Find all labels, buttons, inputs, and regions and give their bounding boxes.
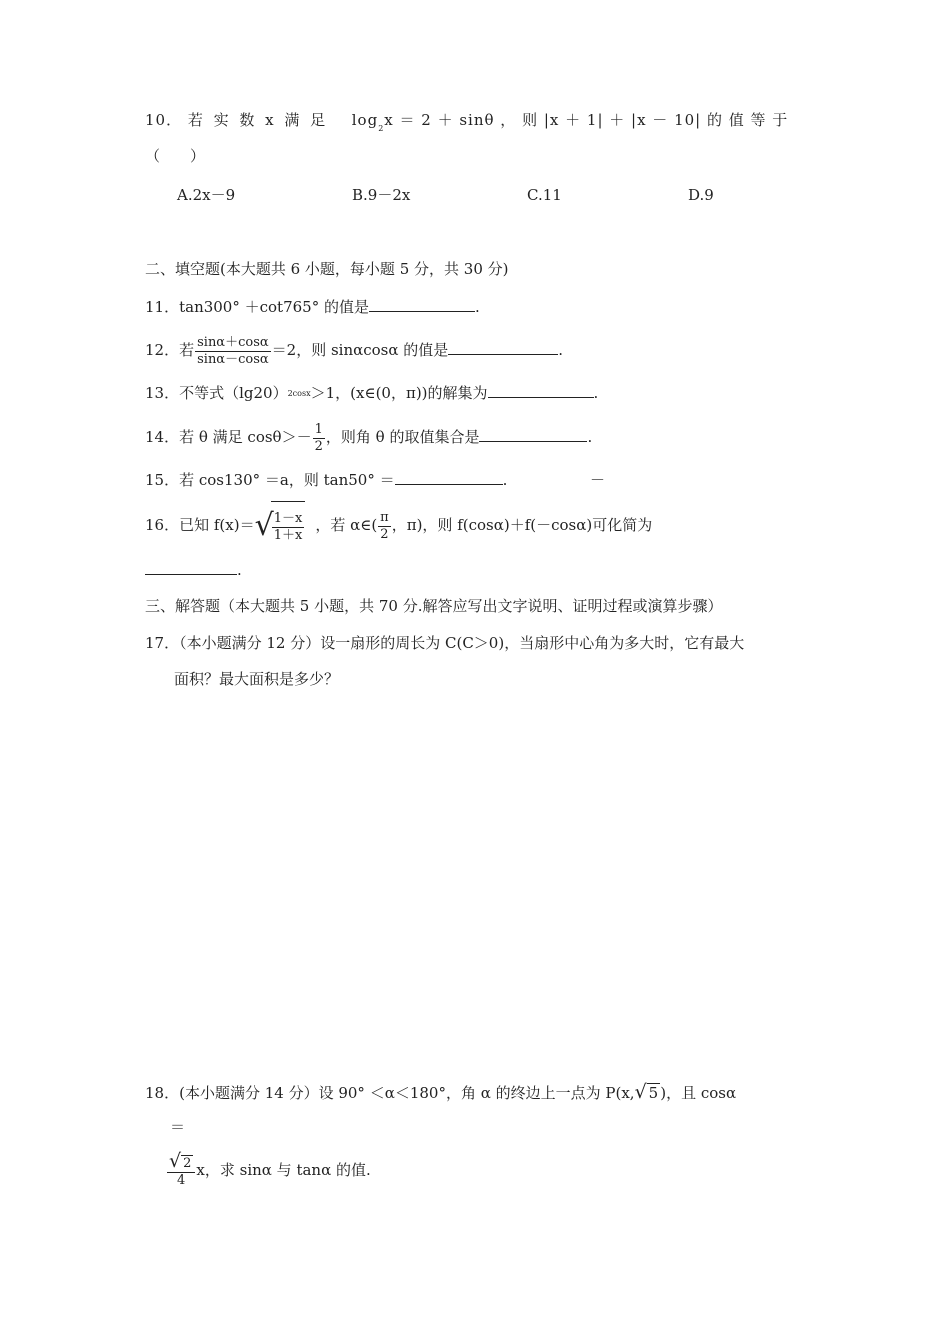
question-text: ，π)，则 f(cosα)＋f(－cosα)可化简为 [391, 516, 653, 534]
answer-blank[interactable] [488, 383, 594, 398]
stray-dash: － [590, 471, 606, 489]
period: . [558, 341, 564, 359]
question-text: tan300° ＋cot765° 的值是 [179, 298, 369, 316]
question-text: ＞1，(x∈(0，π))的解集为 [310, 384, 488, 402]
question-text: 若 [179, 341, 195, 359]
question-text: 若 cos130° ＝a，则 tan50° ＝ [179, 471, 395, 489]
fraction-denominator: 1＋x [273, 528, 303, 544]
fraction [313, 422, 325, 455]
question-number: 16． [145, 516, 180, 534]
question-text: )，且 cosα [660, 1084, 737, 1102]
question-text: 不等式（lg20） [179, 384, 288, 402]
question-12 [145, 331, 563, 369]
period: . [593, 384, 599, 402]
fraction [195, 335, 271, 368]
question-16 [145, 500, 652, 552]
question-number: 10． [145, 111, 183, 129]
question-17 [145, 633, 744, 653]
question-text: x，求 sinα 与 tanα 的值. [196, 1161, 371, 1179]
question-18 [145, 1082, 736, 1103]
question-11 [145, 297, 480, 317]
fraction [272, 511, 305, 544]
question-17-line2: 面积？最大面积是多少？ [174, 670, 340, 688]
log-base: 2 [378, 124, 385, 133]
square-root [255, 500, 306, 552]
question-14 [145, 418, 592, 456]
answer-paren: （ ） [145, 147, 206, 165]
period: . [587, 428, 593, 446]
radicand: 2 [183, 1156, 192, 1171]
question-number: 14． [145, 428, 180, 446]
radical-sign: √ [169, 1150, 182, 1172]
answer-blank[interactable] [479, 427, 587, 442]
question-text: 若 实 数 x 满 足 [187, 111, 327, 129]
answer-blank[interactable] [448, 340, 558, 355]
section-heading-fill-in: 二、填空题(本大题共 6 小题，每小题 5 分，共 30 分) [145, 260, 509, 278]
question-number: 17． [145, 634, 180, 652]
radicand: 5 [648, 1084, 659, 1102]
option-d: D.9 [688, 186, 714, 204]
period: . [237, 561, 242, 579]
question-number: 18． [145, 1084, 180, 1102]
fraction-denominator: sinα－cosα [197, 351, 269, 367]
question-text: 若 θ 满足 cosθ＞－ [179, 428, 312, 446]
square-root [635, 1082, 661, 1103]
period: . [474, 298, 480, 316]
fraction-numerator: sinα＋cosα [197, 334, 269, 350]
log-symbol: log [351, 111, 379, 129]
question-text: 已知 f(x)＝ [179, 516, 255, 534]
radical-sign: √ [254, 508, 274, 544]
option-a: A.2x－9 [177, 186, 236, 204]
fraction-numerator: π [380, 509, 389, 525]
question-number: 13． [145, 384, 180, 402]
radical-sign: √ [634, 1081, 647, 1103]
fraction-denominator: 2 [314, 438, 323, 454]
fraction-denominator: 2 [380, 526, 389, 542]
question-text: x ＝ 2 ＋ sinθ ， 则 |x ＋ 1| ＋ |x － 10| 的 值 等 于 [384, 111, 789, 129]
question-number: 15． [145, 471, 180, 489]
question-13 [145, 383, 598, 404]
fraction-numerator: 1－x [273, 511, 303, 527]
period: . [502, 471, 508, 489]
fraction [167, 1150, 195, 1189]
fraction-numerator [167, 1150, 195, 1173]
question-text: ＝2，则 sinαcosα 的值是 [271, 341, 449, 359]
answer-blank[interactable] [369, 297, 475, 312]
answer-blank[interactable] [145, 560, 237, 575]
square-root [169, 1150, 193, 1172]
equals-sign: ＝ [170, 1118, 186, 1136]
question-10 [145, 110, 788, 139]
option-b: B.9－2x [352, 186, 411, 204]
answer-blank[interactable] [395, 470, 503, 485]
question-text: (本小题满分 14 分）设 90° ＜α＜180°，角 α 的终边上一点为 P(x, [179, 1084, 635, 1102]
question-text: ，则角 θ 的取值集合是 [325, 428, 480, 446]
question-18-line3 [166, 1150, 371, 1190]
option-c: C.11 [527, 186, 562, 204]
radicand [271, 501, 306, 552]
question-15 [145, 470, 507, 490]
question-number: 11． [145, 298, 180, 316]
question-text: ，若 α∈( [315, 516, 378, 534]
question-16-answer [145, 560, 242, 580]
section-heading-solutions: 三、解答题（本大题共 5 小题，共 70 分.解答应写出文字说明、证明过程或演算步骤） [145, 597, 723, 615]
fraction-denominator: 4 [177, 1173, 186, 1188]
fraction-numerator: 1 [314, 421, 323, 437]
exponent: 2cosx [287, 389, 311, 398]
fraction [378, 510, 391, 543]
question-number: 12． [145, 341, 180, 359]
question-text: （本小题满分 12 分）设一扇形的周长为 C(C＞0)，当扇形中心角为多大时，它有最大 [179, 634, 745, 652]
